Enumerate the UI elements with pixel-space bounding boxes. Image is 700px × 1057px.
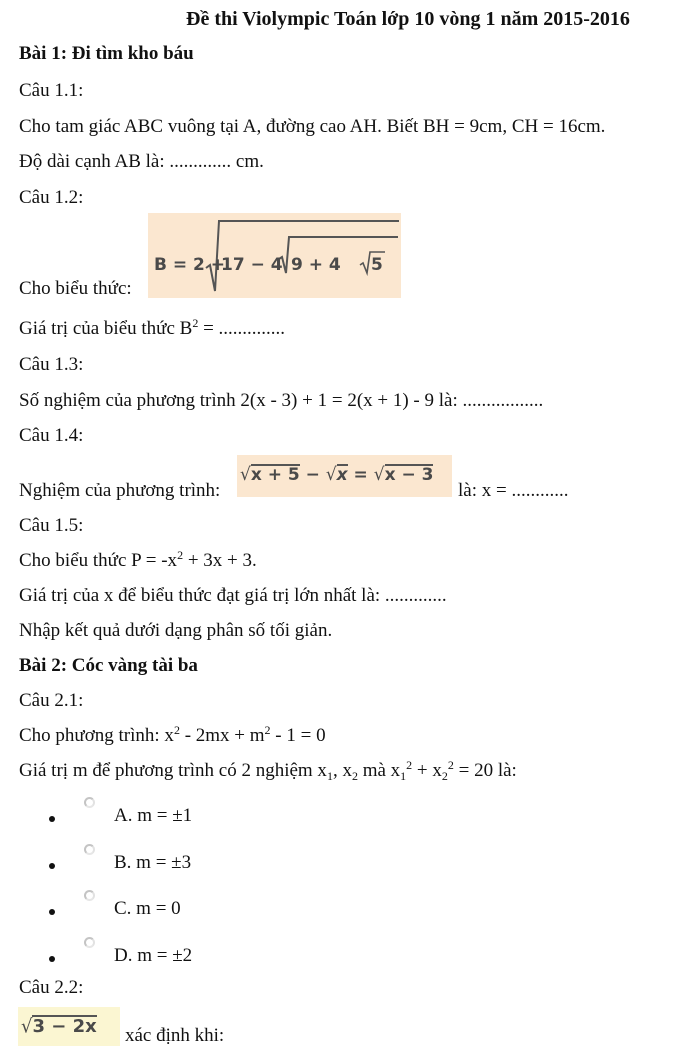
radicand-3: x − 3 <box>384 465 434 485</box>
question-2-1-equation <box>19 725 326 747</box>
option-a-label[interactable]: A. m = ±1 <box>114 805 193 826</box>
q-part: mà x <box>357 760 401 781</box>
question-2-2-suffix: xác định khi: <box>125 1025 225 1046</box>
radio-button-a[interactable] <box>84 797 95 808</box>
q-subscript: 2 <box>351 769 358 783</box>
option-c-label[interactable]: C. m = 0 <box>114 898 181 919</box>
radicand-2: x <box>336 465 348 485</box>
formula-lhs: B = 2 + <box>154 255 226 275</box>
radio-button-b[interactable] <box>84 844 95 855</box>
radical-icon: √ <box>325 464 337 486</box>
question-1-2-exponent: 2 <box>192 316 199 330</box>
question-1-5-instruction: Nhập kết quả dưới dạng phân số tối giản. <box>19 620 333 641</box>
question-1-5-question: Giá trị của x để biểu thức đạt giá trị lớn nhất là: ............. <box>19 585 447 606</box>
q-subscript: 1 <box>326 769 333 783</box>
question-1-3-text: Số nghiệm của phương trình 2(x - 3) + 1 = 2(x + 1) - 9 là: ................. <box>19 390 544 411</box>
radio-button-d[interactable] <box>84 937 95 948</box>
question-label-1-2: Câu 1.2: <box>19 187 84 208</box>
bullet-icon <box>49 956 55 962</box>
formula-image-radical-equation <box>237 455 452 497</box>
section-heading-bai-2: Bài 2: Cóc vàng tài ba <box>19 655 198 676</box>
q-exponent: 2 <box>447 758 454 772</box>
question-label-2-2: Câu 2.2: <box>19 977 84 998</box>
q-part: , x <box>332 760 352 781</box>
question-label-1-3: Câu 1.3: <box>19 354 84 375</box>
eq-part: - 2mx + m <box>179 725 265 746</box>
formula-inner-radicand: 9 + 4 <box>291 255 341 275</box>
question-2-1-question <box>19 760 517 782</box>
minus-sign: − <box>299 465 326 485</box>
question-1-2-prompt: Cho biểu thức: <box>19 278 132 299</box>
question-1-2-suffix: = .............. <box>198 318 286 339</box>
radical-icon: √ <box>21 1015 33 1038</box>
formula-image-sqrt-3-minus-2x <box>18 1007 120 1046</box>
question-1-1-prompt: Độ dài cạnh AB là: ............. cm. <box>19 151 264 172</box>
bullet-icon <box>49 863 55 869</box>
radical-icon: √ <box>240 464 251 486</box>
equals-sign: = <box>347 465 374 485</box>
option-b-label[interactable]: B. m = ±3 <box>114 852 192 873</box>
radical-expression <box>21 1015 97 1037</box>
radio-button-c[interactable] <box>84 890 95 901</box>
section-heading-bai-1: Bài 1: Đi tìm kho báu <box>19 43 194 64</box>
question-1-5-prefix: Cho biểu thức P = -x <box>19 550 178 571</box>
question-label-1-4: Câu 1.4: <box>19 425 84 446</box>
question-1-1-text: Cho tam giác ABC vuông tại A, đường cao AH. Biết BH = 9cm, CH = 16cm. <box>19 116 606 137</box>
question-1-5-suffix: + 3x + 3. <box>183 550 257 571</box>
question-label-1-5: Câu 1.5: <box>19 515 84 536</box>
q-subscript: 2 <box>441 769 448 783</box>
document-title: Đề thi Violympic Toán lớp 10 vòng 1 năm 2015-2016 <box>186 8 630 30</box>
question-1-4-suffix: là: x = ............ <box>458 480 569 501</box>
radicand-1: x + 5 <box>250 465 300 485</box>
q-part: = 20 là: <box>453 760 517 781</box>
eq-part: - 1 = 0 <box>270 725 326 746</box>
q-exponent: 2 <box>406 758 413 772</box>
formula-image-b-expression <box>148 213 401 298</box>
q-part: Giá trị m để phương trình có 2 nghiệm x <box>19 760 327 781</box>
option-b[interactable] <box>0 839 300 879</box>
formula-outer-radicand: 17 − 4 <box>221 255 283 275</box>
question-1-2-question <box>19 318 285 340</box>
question-label-2-1: Câu 2.1: <box>19 690 84 711</box>
question-1-2-prefix: Giá trị của biểu thức B <box>19 318 193 339</box>
option-c[interactable] <box>0 885 300 925</box>
bullet-icon <box>49 909 55 915</box>
q-part: + x <box>412 760 442 781</box>
option-a[interactable] <box>0 792 300 832</box>
question-label-1-1: Câu 1.1: <box>19 80 84 101</box>
option-d[interactable] <box>0 932 300 972</box>
radical-equation <box>240 464 433 485</box>
eq-exponent: 2 <box>264 723 271 737</box>
radicand: 3 − 2x <box>32 1016 97 1037</box>
radical-icon: √ <box>373 464 385 486</box>
option-d-label[interactable]: D. m = ±2 <box>114 945 193 966</box>
question-1-5-expression <box>19 550 257 572</box>
q-subscript: 1 <box>400 769 407 783</box>
eq-exponent: 2 <box>173 723 180 737</box>
question-1-4-prompt: Nghiệm của phương trình: <box>19 480 221 501</box>
question-1-5-exponent: 2 <box>177 548 184 562</box>
bullet-icon <box>49 816 55 822</box>
formula-innermost-radicand: 5 <box>371 255 383 275</box>
eq-part: Cho phương trình: x <box>19 725 174 746</box>
